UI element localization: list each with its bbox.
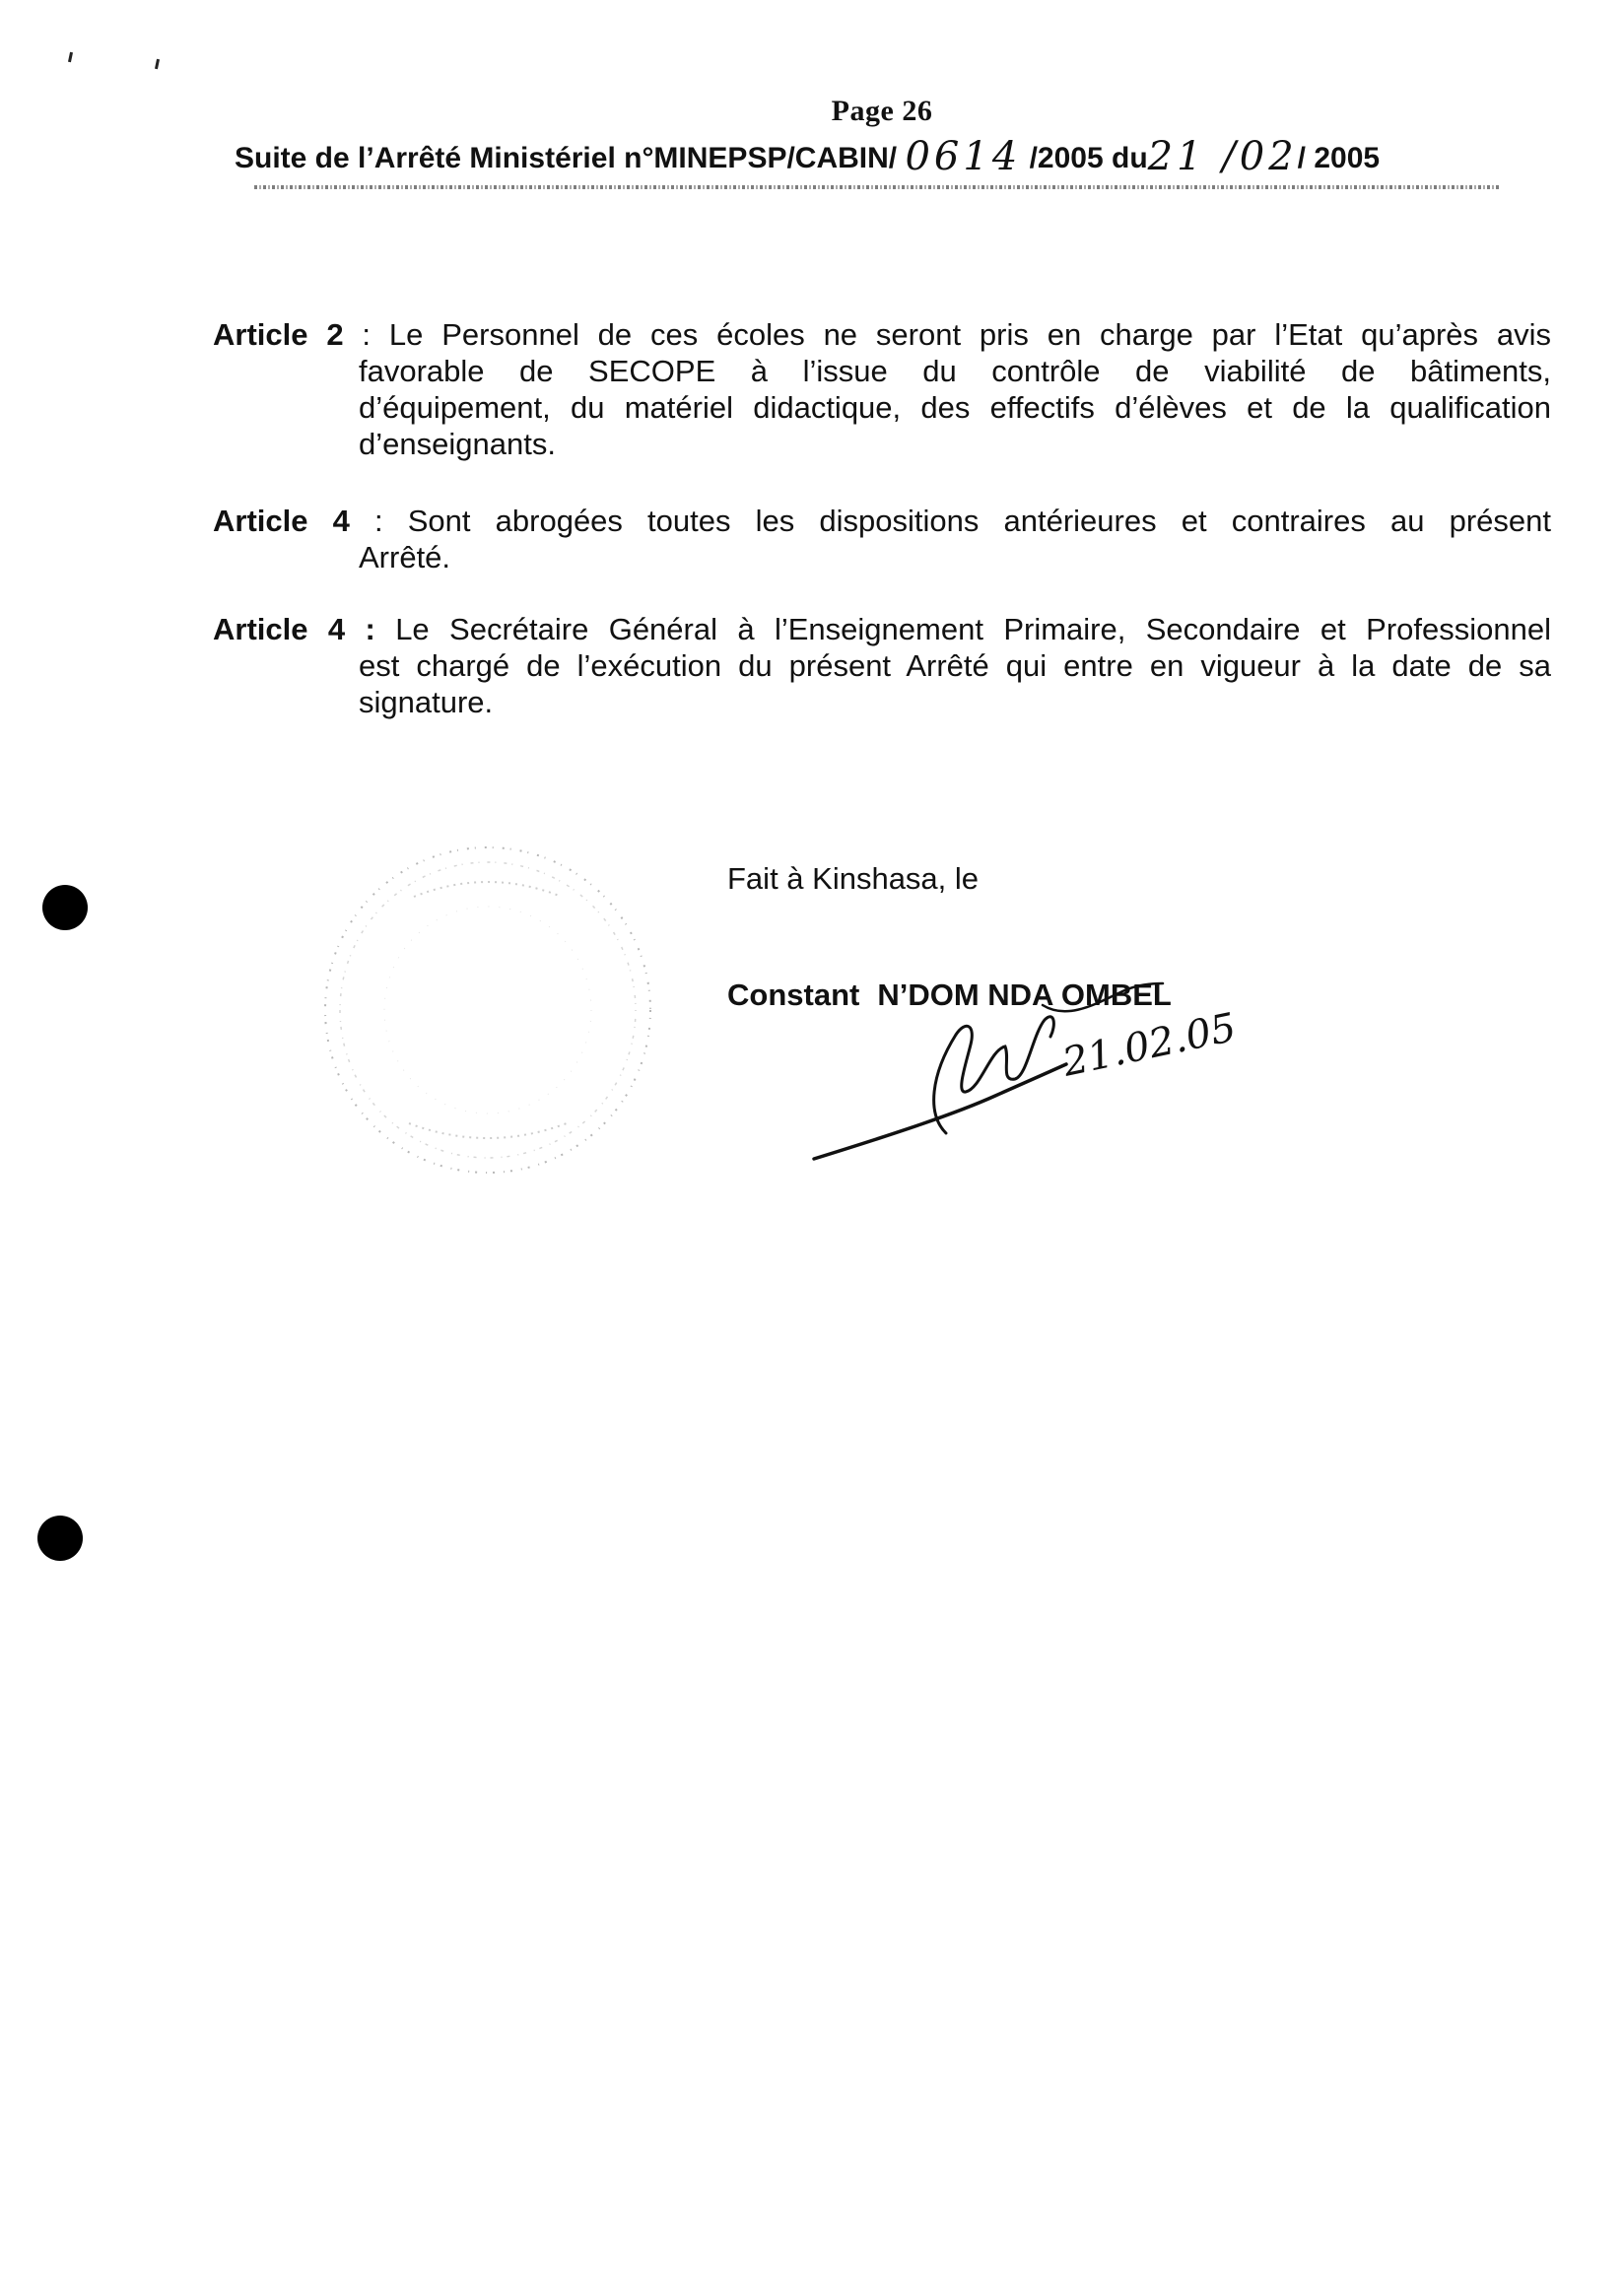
ref-suffix: / 2005 xyxy=(1297,142,1381,174)
page-number: Page 26 xyxy=(831,95,933,127)
article-lead-line: Article 2 : Le Personnel de ces écoles ne seront pris en charge par l’Etat qu’après avis xyxy=(213,317,1551,352)
ref-prefix: Suite de l’Arrêté Ministériel n°MINEPSP/CABIN/ xyxy=(235,142,906,174)
article-text: Le Secrétaire Général à l’Enseignement Primaire, Secondaire et Professionnel xyxy=(395,612,1551,646)
article-label: Article 4 xyxy=(213,504,350,538)
article xyxy=(213,316,1551,462)
official-stamp xyxy=(305,828,670,1192)
article-line: est chargé de l’exécution du présent Arrêté qui entre en vigueur à la date de sa xyxy=(359,648,1551,683)
ref-middle: /2005 du xyxy=(1021,142,1148,174)
decree-reference xyxy=(235,132,1535,177)
article-line: favorable de SECOPE à l’issue du contrôle de viabilité de bâtiments, xyxy=(359,354,1551,388)
article-label: Article 2 xyxy=(213,317,344,352)
punch-hole xyxy=(42,885,88,930)
signatory-first-name: Constant xyxy=(727,978,860,1012)
signatory-last-name: N’DOM NDA OMBEL xyxy=(877,978,1172,1012)
article-line: d’équipement, du matériel didactique, des effectifs d’élèves et de la qualification xyxy=(359,390,1551,425)
decree-date: 21 /02 xyxy=(1147,134,1298,179)
scan-mark xyxy=(155,59,160,69)
article-lead-line xyxy=(213,611,1551,647)
signature-date: 21.02.05 xyxy=(1058,1004,1241,1086)
article-text: Le Personnel de ces écoles ne seront pris en charge par l’Etat qu’après avis xyxy=(388,317,1551,352)
handwritten-signature xyxy=(808,966,1261,1182)
header-divider xyxy=(254,185,1500,189)
article-text: Sont abrogées toutes les dispositions antérieures et contraires au présent xyxy=(407,504,1551,538)
decree-number: 0614 xyxy=(905,134,1022,179)
article-label: Article 4 : xyxy=(213,612,375,646)
article-line: Arrêté. xyxy=(359,540,451,574)
scan-mark xyxy=(68,52,73,62)
article-line: signature. xyxy=(359,685,494,719)
article-line: d’enseignants. xyxy=(359,427,556,461)
punch-hole xyxy=(37,1516,83,1561)
article-lead-line: Article 4 : Sont abrogées toutes les dispositions antérieures et contraires au présent xyxy=(213,504,1551,538)
article xyxy=(213,611,1551,720)
place-and-date: Fait à Kinshasa, le xyxy=(727,861,980,896)
article xyxy=(213,503,1551,575)
